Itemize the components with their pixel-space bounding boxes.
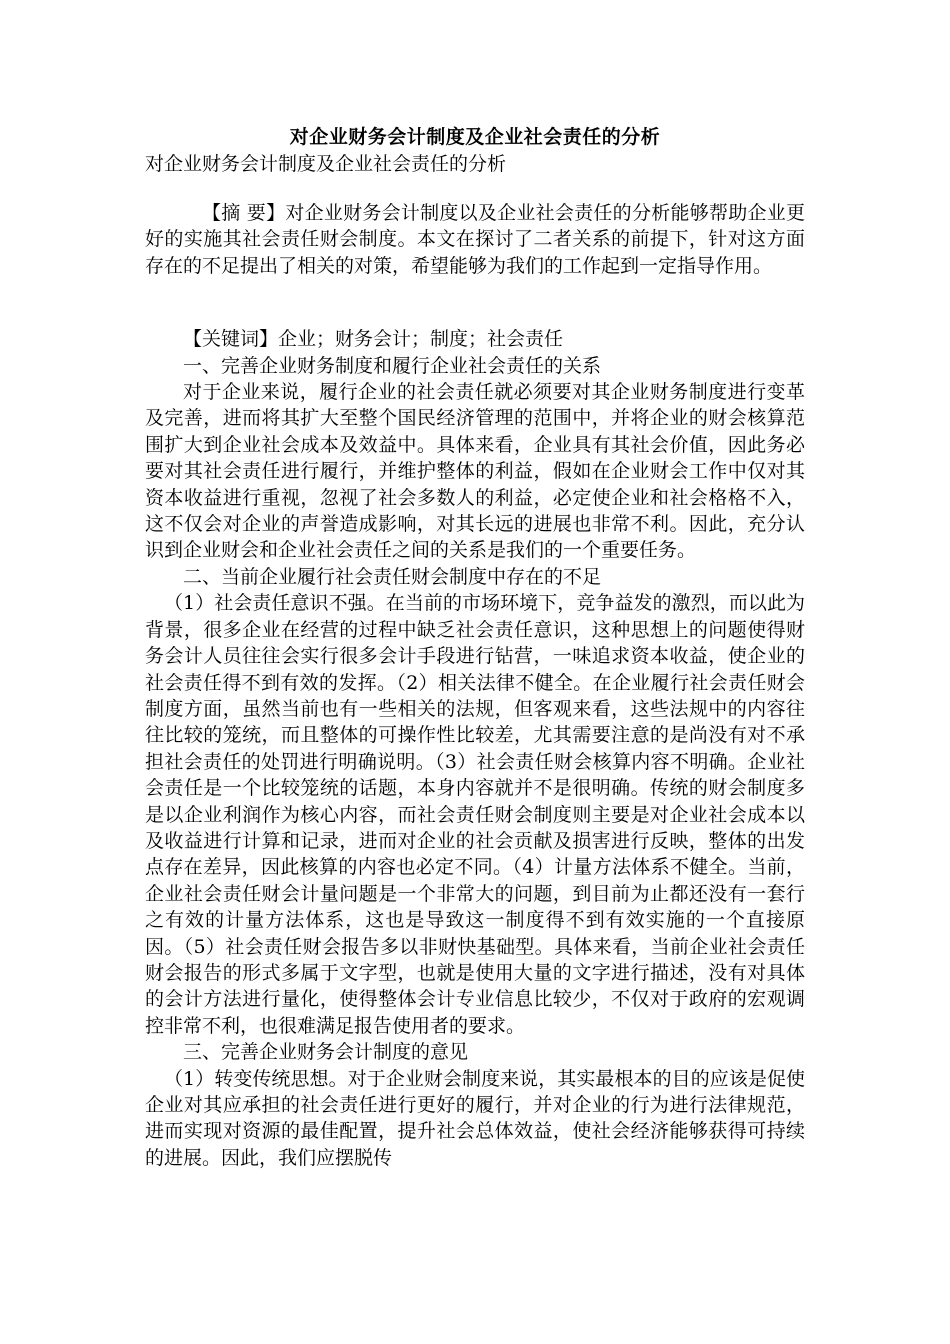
section-2-heading: 二、当前企业履行社会责任财会制度中存在的不足 [183, 565, 602, 588]
section-1-paragraph: 对于企业来说，履行企业的社会责任就必须要对其企业财务制度进行变革及完善，进而将其扩大至整个国民经济管理的范围中，并将企业的财会核算范围扩大到企业社会成本及效益中。具体来看，企业具有其社会价值，因此务必要对其社会责任进行履行，并维护整体的利益，假如在企业财会工作中仅对其资本收益进行重视，忽视了社会多数人的利益，必定使企业和社会格格不入，这不仅会对企业的声誉造成影响，对其长远的进展也非常不利。因此，充分认识到企业财会和企业社会责任之间的关系是我们的一个重要任务。 [145, 381, 805, 562]
document-subtitle: 对企业财务会计制度及企业社会责任的分析 [145, 153, 507, 175]
spacer [145, 279, 805, 326]
document-body [145, 200, 805, 1171]
keywords-line: 【关键词】企业；财务会计；制度；社会责任 [183, 328, 564, 351]
document-title: 对企业财务会计制度及企业社会责任的分析 [289, 126, 661, 148]
section-3-heading: 三、完善企业财务会计制度的意见 [183, 1041, 469, 1064]
abstract-paragraph: 【摘 要】对企业财务会计制度以及企业社会责任的分析能够帮助企业更好的实施其社会责任财会制度。本文在探讨了二者关系的前提下，针对这方面存在的不足提出了相关的对策，希望能够为我们的工作起到一定指导作用。 [145, 202, 805, 277]
section-3-paragraph: （1）转变传统思想。对于企业财会制度来说，其实最根本的目的应该是促使企业对其应承担的社会责任进行更好的履行，并对企业的行为进行法律规范，进而实现对资源的最佳配置，提升社会总体效益，使社会经济能够获得可持续的进展。因此，我们应摆脱传 [145, 1067, 805, 1169]
section-1-heading: 一、完善企业财务制度和履行企业社会责任的关系 [183, 354, 602, 377]
section-2-paragraph: （1）社会责任意识不强。在当前的市场环境下，竞争益发的激烈，而以此为背景，很多企业在经营的过程中缺乏社会责任意识，这种思想上的问题使得财务会计人员往往会实行很多会计手段进行钻营，一味追求资本收益，使企业的社会责任得不到有效的发挥。（2）相关法律不健全。在企业履行社会责任财会制度方面，虽然当前也有一些相关的法规，但客观来看，这些法规中的内容往往比较的笼统，而且整体的可操作性比较差，尤其需要注意的是尚没有对不承担社会责任的处罚进行明确说明。（3）社会责任财会核算内容不明确。企业社会责任是一个比较笼统的话题，本身内容就并不是很明确。传统的财会制度多是以企业利润作为核心内容，而社会责任财会制度则主要是对企业社会成本以及收益进行计算和记录，进而对企业的社会贡献及损害进行反映，整体的出发点存在差异，因此核算的内容也必定不同。（4）计量方法体系不健全。当前，企业社会责任财会计量问题是一个非常大的问题，到目前为止都还没有一套行之有效的计量方法体系，这也是导致这一制度得不到有效实施的一个直接原因。（5）社会责任财会报告多以非财快基础型。具体来看，当前企业社会责任财会报告的形式多属于文字型，也就是使用大量的文字进行描述，没有对具体的会计方法进行量化，使得整体会计专业信息比较少，不仅对于政府的宏观调控非常不利，也很难满足报告使用者的要求。 [145, 592, 805, 1037]
